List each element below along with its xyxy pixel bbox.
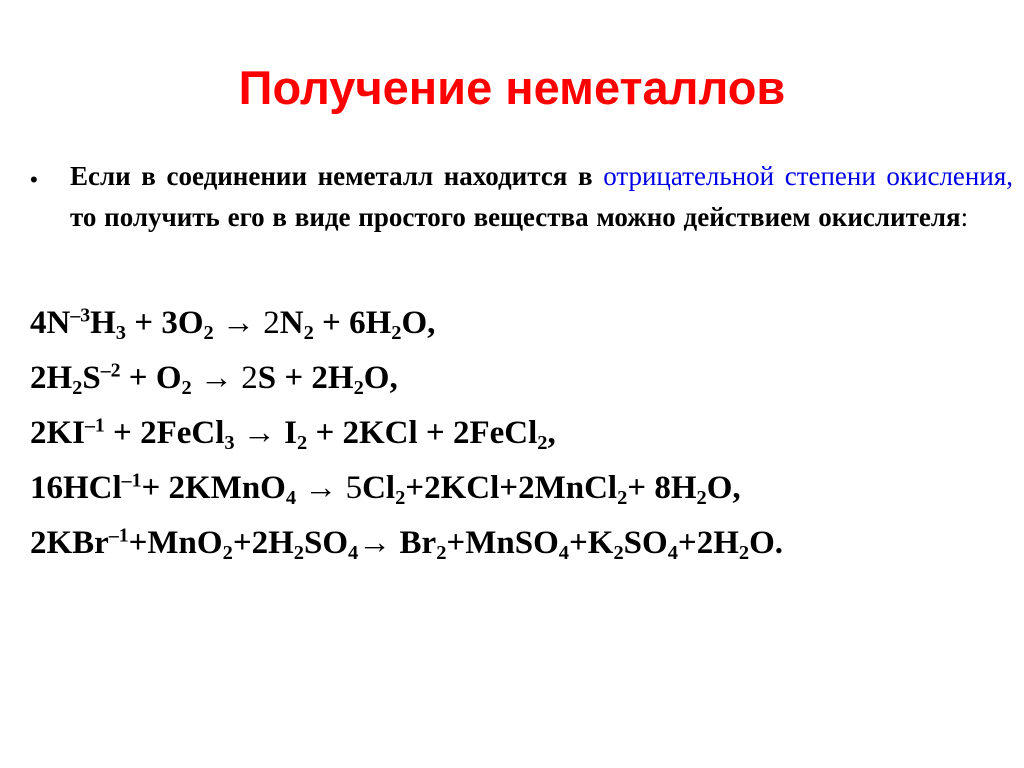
subscript: 2 xyxy=(222,542,233,565)
subscript: 2 xyxy=(353,377,364,400)
equation-text: SO xyxy=(623,525,668,561)
equation-text: 2H xyxy=(30,360,73,396)
subscript: 2 xyxy=(617,487,628,510)
oxidation-state-superscript: –3 xyxy=(70,304,91,327)
subscript: 4 xyxy=(667,542,678,565)
equation-text: → I xyxy=(234,415,297,451)
equation-text: +MnO xyxy=(128,525,223,561)
subscript: 2 xyxy=(738,542,750,565)
subscript: 2 xyxy=(203,322,214,345)
bullet-colon: : xyxy=(960,202,969,232)
subscript: 2 xyxy=(395,487,406,510)
equation-text: S + 2H xyxy=(257,360,354,396)
subscript: 4 xyxy=(285,487,297,510)
equation-text: O, xyxy=(401,305,436,341)
subscript: 2 xyxy=(696,487,707,510)
highlighted-phrase: отрицательной степени окисления, xyxy=(603,161,1013,191)
equation-text: +2H xyxy=(677,525,739,561)
bullet-text xyxy=(70,156,1013,238)
subscript: 2 xyxy=(613,542,624,565)
subscript: 2 xyxy=(72,377,83,400)
oxidation-state-superscript: –1 xyxy=(108,524,129,547)
equation-text: 4N xyxy=(30,305,71,341)
subscript: 2 xyxy=(293,542,305,565)
subscript: 2 xyxy=(303,322,314,345)
equation-list xyxy=(30,296,1014,571)
equation-text: +K xyxy=(568,525,614,561)
equation-text: + 8H xyxy=(627,470,697,506)
oxidation-state-superscript: –2 xyxy=(100,359,121,382)
equation-text: S xyxy=(82,360,101,396)
equation-text: + 2KMnO xyxy=(141,470,286,506)
oxidation-state-superscript: –1 xyxy=(121,469,142,492)
equation-text: 5 xyxy=(345,470,363,506)
subscript: 2 xyxy=(181,377,192,400)
bullet-item xyxy=(30,156,1014,238)
equation-text: + 6H xyxy=(313,305,392,341)
bullet-text-end: то получить его в виде простого вещества можно действием окислителя xyxy=(70,202,961,232)
equation-text: + 2KCl + 2FeCl xyxy=(307,415,538,451)
bullet-text-start: Если в соединении неметалл находится в xyxy=(70,161,604,191)
equation-text: + 2FeCl xyxy=(104,415,225,451)
equation-text: → xyxy=(296,470,346,506)
equation-3 xyxy=(30,406,1014,461)
equation-text: + O xyxy=(120,360,182,396)
equation-text: O, xyxy=(706,470,741,506)
subscript: 4 xyxy=(558,542,569,565)
equation-text: +2KCl+2MnCl xyxy=(405,470,618,506)
equation-text: , xyxy=(547,415,556,451)
subscript: 3 xyxy=(224,432,235,455)
equation-text: → xyxy=(191,360,242,396)
subscript: 3 xyxy=(115,322,127,345)
equation-text: + 3O xyxy=(126,305,204,341)
bullet-marker: • xyxy=(30,167,38,192)
subscript: 4 xyxy=(348,542,359,565)
slide-title: Получение неметаллов xyxy=(238,61,786,114)
oxidation-state-superscript: –1 xyxy=(85,414,105,437)
equation-text: Cl xyxy=(362,470,396,506)
equation-text: N xyxy=(279,305,304,341)
equation-text: +2H xyxy=(232,525,294,561)
equation-1 xyxy=(30,296,1014,351)
equation-text: → xyxy=(213,305,264,341)
equation-2 xyxy=(30,351,1014,406)
subscript: 2 xyxy=(296,432,308,455)
equation-text: O, xyxy=(363,360,398,396)
equation-text: 2KI xyxy=(30,415,86,451)
equation-text: 2 xyxy=(263,305,280,341)
equation-text: SO xyxy=(304,525,349,561)
subscript: 2 xyxy=(391,322,402,345)
equation-text: O. xyxy=(749,525,784,561)
equation-text: 2 xyxy=(241,360,258,396)
equation-4 xyxy=(30,461,1014,516)
equation-5 xyxy=(30,516,1014,571)
equation-text: 2KBr xyxy=(30,525,109,561)
equation-text: 16HCl xyxy=(30,470,122,506)
equation-text: +MnSO xyxy=(446,525,559,561)
equation-text: H xyxy=(90,305,116,341)
subscript: 2 xyxy=(436,542,447,565)
subscript: 2 xyxy=(537,432,548,455)
equation-text: → Br xyxy=(358,525,437,561)
